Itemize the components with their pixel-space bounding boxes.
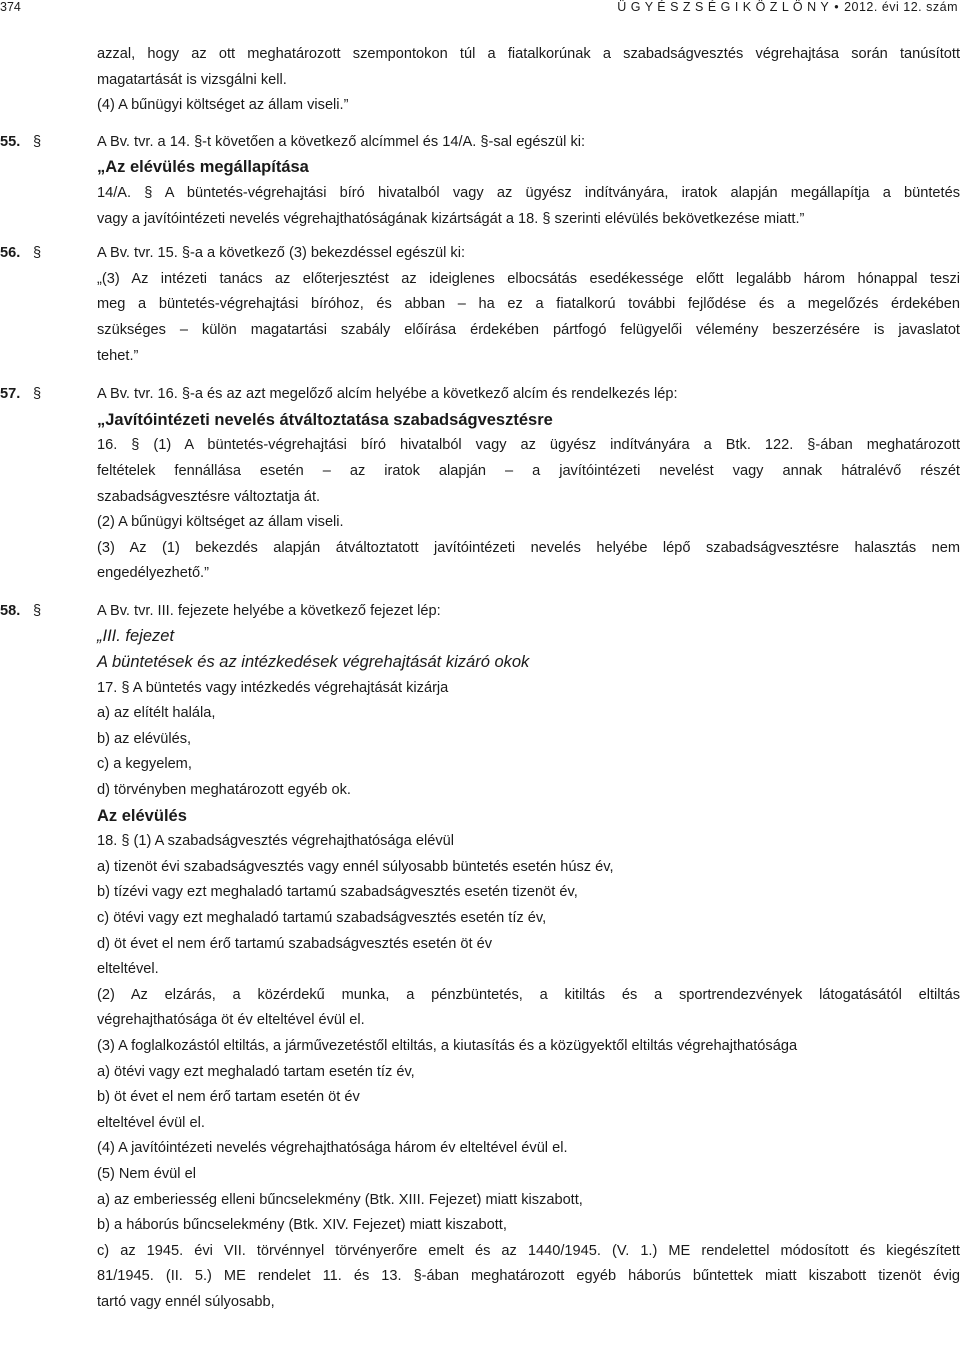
subtitle: „Javítóintézeti nevelés átváltoztatása szabadságvesztésre	[97, 410, 553, 429]
list-item: b) öt évet el nem érő tartam esetén öt év	[97, 1089, 360, 1106]
section-text: A Bv. tvr. 15. §-a a következő (3) bekezdéssel egészül ki:	[97, 245, 465, 262]
text-line: meg a büntetés-végrehajtási bíróhoz, és abban – ha ez a fiatalkorú további fejlődése és a megelőzés érdekében	[97, 296, 960, 313]
journal-issue	[617, 0, 958, 14]
section-sign: §	[33, 386, 42, 403]
text-line: vagy a javítóintézeti nevelés végrehajthatóságának kizártságát a 18. § szerinti elévülés bekövetkezése miatt.”	[97, 210, 805, 227]
text-line: feltételek fennállása esetén – az iratok alapján – a javítóintézeti nevelést vagy annak hátralévő részét	[97, 462, 960, 479]
document-body	[0, 42, 960, 1316]
list-item: c) a kegyelem,	[97, 756, 192, 773]
section-57	[0, 382, 960, 408]
list-item: b) a háborús bűncselekmény (Btk. XIV. Fejezet) miatt kiszabott,	[97, 1217, 507, 1234]
list-item: b) tízévi vagy ezt meghaladó tartamú szabadságvesztés esetén tizenöt év,	[97, 884, 578, 901]
section-number: 57.	[0, 386, 21, 403]
list-item: b) az elévülés,	[97, 730, 192, 747]
list-item: d) törvényben meghatározott egyéb ok.	[97, 782, 351, 799]
text-line: szabadságvesztésre változtatja át.	[97, 488, 321, 505]
text-line: (3) A foglalkozástól eltiltás, a járművezetéstől eltiltás, a kiutasítás és a közügyektől eltiltás végrehajthatósága	[97, 1037, 798, 1054]
section-sign: §	[33, 602, 42, 619]
section-text: A Bv. tvr. 16. §-a és az azt megelőző alcím helyébe a következő alcím és rendelkezés lép:	[97, 386, 678, 403]
text-line: 81/1945. (II. 5.) ME rendelet 11. és 13. §-ában meghatározott egyéb háborús bűntettek miatt kiszabott tizenöt évig	[97, 1268, 960, 1285]
text-line: azzal, hogy az ott meghatározott szempontokon túl a fiatalkorúnak a szabadságvesztés végrehajtása során tanúsított	[97, 46, 960, 62]
text-line: 18. § (1) A szabadságvesztés végrehajthatósága elévül	[97, 833, 454, 850]
text-line: végrehajthatósága öt év elteltével évül el.	[97, 1012, 365, 1029]
section-sign: §	[33, 245, 42, 262]
text-line: szükséges – külön magatartási szabály előírása érdekében pártfogó felügyelői vélemény beszerzésére is javaslatot	[97, 321, 960, 338]
list-item: d) öt évet el nem érő tartamú szabadságvesztés esetén öt év	[97, 935, 493, 952]
text-line: 17. § A büntetés vagy intézkedés végrehajtását kizárja	[97, 679, 449, 696]
section-56	[0, 241, 960, 267]
subtitle: „Az elévülés megállapítása	[97, 158, 309, 177]
text-line: tehet.”	[97, 347, 139, 364]
list-item: a) tizenöt évi szabadságvesztés vagy ennél súlyosabb büntetés esetén húsz év,	[97, 858, 614, 875]
bullet-separator: •	[834, 0, 840, 14]
text-line: (3) Az (1) bekezdés alapján átváltoztatott javítóintézeti nevelés helyébe lépő szabadságvesztésre halasztás nem	[97, 539, 960, 556]
section-number: 58.	[0, 602, 21, 619]
section-sign: §	[33, 133, 42, 150]
text-line: (2) A bűnügyi költséget az állam viseli.	[97, 514, 344, 531]
page-header	[0, 0, 960, 14]
section-55	[0, 130, 960, 156]
page-number: 374	[0, 0, 21, 14]
list-item: c) ötévi vagy ezt meghaladó tartamú szabadságvesztés esetén tíz év,	[97, 910, 547, 926]
text-line: (5) Nem évül el	[97, 1165, 196, 1182]
text-line: 16. § (1) A büntetés-végrehajtási bíró hivatalból vagy az ügyész indítványára a Btk. 122. §-ában meghatározott	[97, 437, 960, 454]
text-line: „(3) Az intézeti tanács az előterjesztést az ideiglenes elbocsátás esedékessége előtt legalább három hónappal teszi	[97, 270, 960, 287]
section-text: A Bv. tvr. a 14. §-t követően a következő alcímmel és 14/A. §-sal egészül ki:	[97, 133, 586, 150]
text-line: (4) A bűnügyi költséget az állam viseli.”	[97, 97, 349, 114]
chapter-title: A büntetések és az intézkedések végrehajtását kizáró okok	[97, 653, 530, 672]
text-line: 14/A. § A büntetés-végrehajtási bíró hivatalból vagy az ügyész indítványára, iratok alapján megállapítja a büntetés	[97, 184, 960, 201]
text-line: elteltével évül el.	[97, 1114, 205, 1131]
text-line: engedélyezhető.”	[97, 565, 209, 582]
section-58	[0, 599, 960, 625]
list-item: a) az elítélt halála,	[97, 705, 216, 722]
journal-title: Ü G Y É S Z S É G I K Ö Z L Ö N Y	[617, 0, 830, 14]
text-line: (4) A javítóintézeti nevelés végrehajthatósága három év elteltével évül el.	[97, 1140, 568, 1157]
text-line: elteltével.	[97, 961, 159, 978]
text-line: magatartását is vizsgálni kell.	[97, 71, 287, 88]
list-item: a) az emberiesség elleni bűncselekmény (Btk. XIII. Fejezet) miatt kiszabott,	[97, 1191, 583, 1208]
issue-label: 2012. évi 12. szám	[844, 0, 958, 14]
text-line: (2) Az elzárás, a közérdekű munka, a pénzbüntetés, a kitiltás és a sportrendezvények látogatásától eltiltás	[97, 986, 960, 1003]
text-line: tartó vagy ennél súlyosabb,	[97, 1293, 275, 1310]
list-item: c) az 1945. évi VII. törvénnyel törvényerőre emelt és az 1440/1945. (V. 1.) ME rendelettel módosított és kiegészített	[97, 1242, 960, 1259]
chapter-number: „III. fejezet	[97, 627, 175, 646]
section-number: 56.	[0, 245, 21, 262]
list-item: a) ötévi vagy ezt meghaladó tartam esetén tíz év,	[97, 1063, 415, 1080]
section-text: A Bv. tvr. III. fejezete helyébe a következő fejezet lép:	[97, 602, 441, 619]
section-number: 55.	[0, 133, 21, 150]
subtitle: Az elévülés	[97, 806, 187, 825]
